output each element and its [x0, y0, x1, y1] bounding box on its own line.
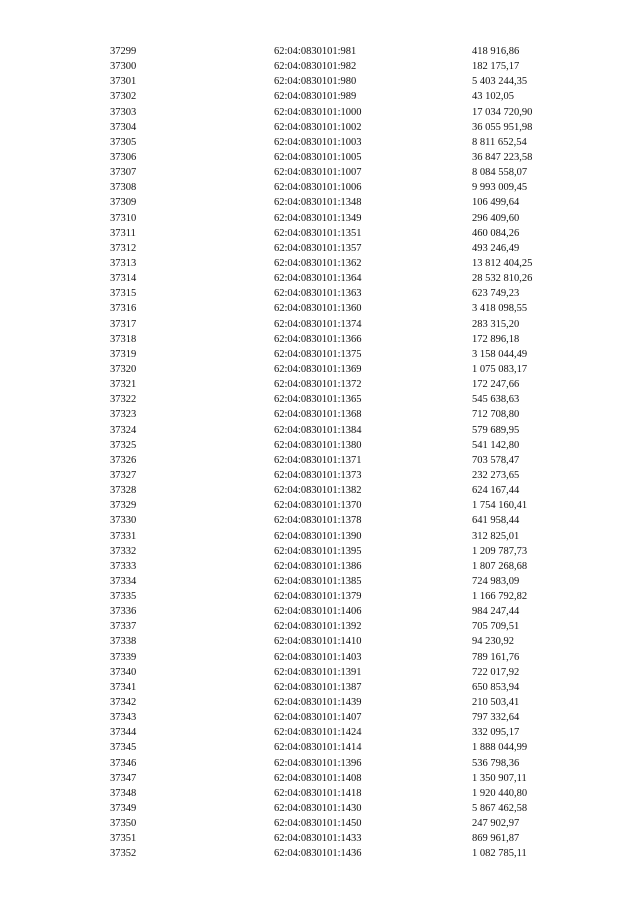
- cadastral-number: 62:04:0830101:1436: [274, 848, 362, 860]
- row-number: 37326: [110, 454, 137, 466]
- cadastral-number: 62:04:0830101:1386: [274, 560, 362, 572]
- row-number: 37313: [110, 257, 137, 269]
- cadastral-number: 62:04:0830101:1396: [274, 757, 362, 769]
- row-number: 37300: [110, 61, 137, 73]
- cadastral-number: 62:04:0830101:1418: [274, 787, 362, 799]
- table-row: [0, 332, 640, 347]
- cadastral-number: 62:04:0830101:1363: [274, 288, 362, 300]
- row-number: 37342: [110, 697, 137, 709]
- cadastral-number: 62:04:0830101:1430: [274, 803, 362, 815]
- table-row: [0, 483, 640, 498]
- table-row: [0, 271, 640, 286]
- row-number: 37317: [110, 318, 137, 330]
- cadastral-value: 312 825,01: [472, 530, 520, 542]
- table-row: [0, 135, 640, 150]
- cadastral-number: 62:04:0830101:1373: [274, 469, 362, 481]
- row-number: 37305: [110, 136, 137, 148]
- row-number: 37344: [110, 727, 137, 739]
- table-row: [0, 120, 640, 135]
- cadastral-number: 62:04:0830101:1375: [274, 348, 362, 360]
- row-number: 37308: [110, 182, 137, 194]
- cadastral-number: 62:04:0830101:982: [274, 61, 357, 73]
- table-row: [0, 650, 640, 665]
- row-number: 37348: [110, 787, 137, 799]
- table-row: [0, 846, 640, 861]
- table-row: [0, 665, 640, 680]
- cadastral-value: 1 920 440,80: [472, 787, 528, 799]
- table-row: [0, 725, 640, 740]
- table-row: [0, 423, 640, 438]
- cadastral-number: 62:04:0830101:1391: [274, 666, 362, 678]
- table-row: [0, 438, 640, 453]
- table-row: [0, 377, 640, 392]
- table-row: [0, 786, 640, 801]
- row-number: 37341: [110, 681, 137, 693]
- row-number: 37312: [110, 242, 137, 254]
- row-number: 37340: [110, 666, 137, 678]
- cadastral-value: 536 798,36: [472, 757, 520, 769]
- row-number: 37349: [110, 803, 137, 815]
- cadastral-value: 418 916,86: [472, 46, 520, 57]
- table-row: [0, 256, 640, 271]
- row-number: 37336: [110, 606, 137, 618]
- cadastral-value: 869 961,87: [472, 833, 520, 845]
- row-number: 37299: [110, 46, 137, 57]
- table-row: [0, 619, 640, 634]
- cadastral-number: 62:04:0830101:1372: [274, 379, 362, 391]
- table-row: [0, 831, 640, 846]
- cadastral-number: 62:04:0830101:1349: [274, 212, 362, 224]
- table-row: [0, 801, 640, 816]
- row-number: 37322: [110, 394, 137, 406]
- table-row: [0, 362, 640, 377]
- row-number: 37315: [110, 288, 137, 300]
- table-row: [0, 468, 640, 483]
- cadastral-number: 62:04:0830101:1424: [274, 727, 362, 739]
- row-number: 37310: [110, 212, 137, 224]
- cadastral-value: 624 167,44: [472, 485, 520, 497]
- table-row: [0, 317, 640, 332]
- row-number: 37304: [110, 121, 137, 133]
- cadastral-value: 43 102,05: [472, 91, 514, 103]
- cadastral-number: 62:04:0830101:1364: [274, 273, 362, 285]
- table-row: [0, 347, 640, 362]
- cadastral-value: 8 811 652,54: [472, 136, 527, 148]
- cadastral-number: 62:04:0830101:1378: [274, 515, 362, 527]
- table-row: [0, 740, 640, 755]
- cadastral-value: 1 166 792,82: [472, 591, 528, 603]
- cadastral-number: 62:04:0830101:1407: [274, 712, 362, 724]
- cadastral-number: 62:04:0830101:1410: [274, 636, 362, 648]
- table-row: [0, 529, 640, 544]
- row-number: 37311: [110, 227, 136, 239]
- row-number: 37319: [110, 348, 137, 360]
- row-number: 37314: [110, 273, 137, 285]
- cadastral-value: 3 418 098,55: [472, 303, 528, 315]
- cadastral-value: 705 709,51: [472, 621, 520, 633]
- cadastral-value: 106 499,64: [472, 197, 520, 209]
- row-number: 37346: [110, 757, 137, 769]
- cadastral-value: 210 503,41: [472, 697, 520, 709]
- cadastral-number: 62:04:0830101:1351: [274, 227, 362, 239]
- cadastral-number: 62:04:0830101:1406: [274, 606, 362, 618]
- cadastral-value: 1 350 907,11: [472, 772, 527, 784]
- cadastral-value: 641 958,44: [472, 515, 520, 527]
- cadastral-value: 789 161,76: [472, 651, 520, 663]
- cadastral-number: 62:04:0830101:1408: [274, 772, 362, 784]
- table-row: [0, 816, 640, 831]
- cadastral-number: 62:04:0830101:1450: [274, 818, 362, 830]
- table-row: [0, 756, 640, 771]
- cadastral-value: 623 749,23: [472, 288, 520, 300]
- cadastral-number: 62:04:0830101:1005: [274, 151, 362, 163]
- table-row: [0, 604, 640, 619]
- row-number: 37327: [110, 469, 137, 481]
- cadastral-value: 650 853,94: [472, 681, 520, 693]
- row-number: 37320: [110, 363, 137, 375]
- cadastral-value: 460 084,26: [472, 227, 520, 239]
- cadastral-value: 36 847 223,58: [472, 151, 533, 163]
- row-number: 37316: [110, 303, 137, 315]
- row-number: 37330: [110, 515, 137, 527]
- table-row: [0, 544, 640, 559]
- cadastral-number: 62:04:0830101:1433: [274, 833, 362, 845]
- cadastral-number: 62:04:0830101:1395: [274, 545, 362, 557]
- cadastral-value: 984 247,44: [472, 606, 520, 618]
- cadastral-number: 62:04:0830101:1374: [274, 318, 362, 330]
- cadastral-value: 493 246,49: [472, 242, 520, 254]
- row-number: 37321: [110, 379, 137, 391]
- cadastral-number: 62:04:0830101:1371: [274, 454, 362, 466]
- cadastral-value: 283 315,20: [472, 318, 520, 330]
- table-row: [0, 498, 640, 513]
- cadastral-number: 62:04:0830101:1366: [274, 333, 362, 345]
- row-number: 37337: [110, 621, 137, 633]
- row-number: 37345: [110, 742, 137, 754]
- cadastral-number: 62:04:0830101:980: [274, 76, 357, 88]
- cadastral-number: 62:04:0830101:1368: [274, 409, 362, 421]
- table-row: [0, 634, 640, 649]
- cadastral-number: 62:04:0830101:1439: [274, 697, 362, 709]
- cadastral-value: 545 638,63: [472, 394, 520, 406]
- row-number: 37302: [110, 91, 137, 103]
- cadastral-number: 62:04:0830101:1000: [274, 106, 362, 118]
- cadastral-value: 1 075 083,17: [472, 363, 528, 375]
- cadastral-number: 62:04:0830101:1403: [274, 651, 362, 663]
- table-row: [0, 680, 640, 695]
- row-number: 37328: [110, 485, 137, 497]
- cadastral-value: 1 082 785,11: [472, 848, 527, 860]
- cadastral-number: 62:04:0830101:1379: [274, 591, 362, 603]
- cadastral-number: 62:04:0830101:1382: [274, 485, 362, 497]
- cadastral-value: 13 812 404,25: [472, 257, 533, 269]
- table-row: [0, 695, 640, 710]
- table-row: [0, 407, 640, 422]
- cadastral-number: 62:04:0830101:1392: [274, 621, 362, 633]
- cadastral-number: 62:04:0830101:1357: [274, 242, 362, 254]
- cadastral-value: 332 095,17: [472, 727, 520, 739]
- cadastral-value: 5 867 462,58: [472, 803, 528, 815]
- cadastral-number: 62:04:0830101:1362: [274, 257, 362, 269]
- row-number: 37323: [110, 409, 137, 421]
- table-row: [0, 211, 640, 226]
- row-number: 37339: [110, 651, 137, 663]
- table-row: [0, 589, 640, 604]
- row-number: 37318: [110, 333, 137, 345]
- cadastral-value: 3 158 044,49: [472, 348, 528, 360]
- cadastral-value: 182 175,17: [472, 61, 520, 73]
- row-number: 37307: [110, 167, 137, 179]
- cadastral-number: 62:04:0830101:1387: [274, 681, 362, 693]
- cadastral-value: 172 896,18: [472, 333, 520, 345]
- cadastral-number: 62:04:0830101:989: [274, 91, 357, 103]
- table-row: [0, 165, 640, 180]
- cadastral-number: 62:04:0830101:1390: [274, 530, 362, 542]
- cadastral-value: 1 807 268,68: [472, 560, 528, 572]
- cadastral-value: 724 983,09: [472, 575, 520, 587]
- cadastral-number: 62:04:0830101:981: [274, 46, 357, 57]
- cadastral-value: 36 055 951,98: [472, 121, 533, 133]
- cadastral-value: 712 708,80: [472, 409, 520, 421]
- cadastral-number: 62:04:0830101:1365: [274, 394, 362, 406]
- cadastral-value: 797 332,64: [472, 712, 520, 724]
- row-number: 37338: [110, 636, 137, 648]
- row-number: 37333: [110, 560, 137, 572]
- cadastral-number: 62:04:0830101:1006: [274, 182, 362, 194]
- cadastral-value: 172 247,66: [472, 379, 520, 391]
- cadastral-value: 8 084 558,07: [472, 167, 528, 179]
- cadastral-number: 62:04:0830101:1369: [274, 363, 362, 375]
- table-row: [0, 89, 640, 104]
- table-row: [0, 59, 640, 74]
- row-number: 37309: [110, 197, 137, 209]
- row-number: 37303: [110, 106, 137, 118]
- table-row: [0, 286, 640, 301]
- cadastral-value: 722 017,92: [472, 666, 520, 678]
- table-row: [0, 195, 640, 210]
- row-number: 37306: [110, 151, 137, 163]
- table-row: [0, 301, 640, 316]
- row-number: 37331: [110, 530, 137, 542]
- table-row: [0, 453, 640, 468]
- row-number: 37343: [110, 712, 137, 724]
- table-row: [0, 74, 640, 89]
- row-number: 37347: [110, 772, 137, 784]
- row-number: 37350: [110, 818, 137, 830]
- cadastral-value: 703 578,47: [472, 454, 520, 466]
- cadastral-value: 296 409,60: [472, 212, 520, 224]
- table-row: [0, 44, 640, 59]
- cadastral-number: 62:04:0830101:1414: [274, 742, 362, 754]
- table-row: [0, 513, 640, 528]
- cadastral-value: 1 888 044,99: [472, 742, 528, 754]
- cadastral-number: 62:04:0830101:1380: [274, 439, 362, 451]
- cadastral-number: 62:04:0830101:1385: [274, 575, 362, 587]
- row-number: 37334: [110, 575, 137, 587]
- cadastral-value: 17 034 720,90: [472, 106, 533, 118]
- table-row: [0, 226, 640, 241]
- cadastral-value: 232 273,65: [472, 469, 520, 481]
- table-row: [0, 559, 640, 574]
- table-row: [0, 710, 640, 725]
- table-row: [0, 150, 640, 165]
- table-row: [0, 105, 640, 120]
- cadastral-value: 247 902,97: [472, 818, 520, 830]
- cadastral-value: 94 230,92: [472, 636, 514, 648]
- cadastral-value: 9 993 009,45: [472, 182, 528, 194]
- cadastral-value: 1 209 787,73: [472, 545, 528, 557]
- row-number: 37352: [110, 848, 137, 860]
- row-number: 37332: [110, 545, 137, 557]
- row-number: 37351: [110, 833, 137, 845]
- cadastral-value: 28 532 810,26: [472, 273, 533, 285]
- cadastral-number: 62:04:0830101:1384: [274, 424, 362, 436]
- table-row: [0, 574, 640, 589]
- table-row: [0, 180, 640, 195]
- cadastral-number: 62:04:0830101:1348: [274, 197, 362, 209]
- row-number: 37324: [110, 424, 137, 436]
- row-number: 37325: [110, 439, 137, 451]
- table-row: [0, 241, 640, 256]
- cadastral-value: 541 142,80: [472, 439, 520, 451]
- cadastral-number: 62:04:0830101:1007: [274, 167, 362, 179]
- cadastral-value: 579 689,95: [472, 424, 520, 436]
- row-number: 37301: [110, 76, 137, 88]
- row-number: 37335: [110, 591, 137, 603]
- table-row: [0, 392, 640, 407]
- cadastral-number: 62:04:0830101:1002: [274, 121, 362, 133]
- cadastral-number: 62:04:0830101:1370: [274, 500, 362, 512]
- data-table: [0, 44, 640, 862]
- row-number: 37329: [110, 500, 137, 512]
- cadastral-value: 5 403 244,35: [472, 76, 528, 88]
- table-row: [0, 771, 640, 786]
- cadastral-value: 1 754 160,41: [472, 500, 528, 512]
- cadastral-number: 62:04:0830101:1003: [274, 136, 362, 148]
- cadastral-number: 62:04:0830101:1360: [274, 303, 362, 315]
